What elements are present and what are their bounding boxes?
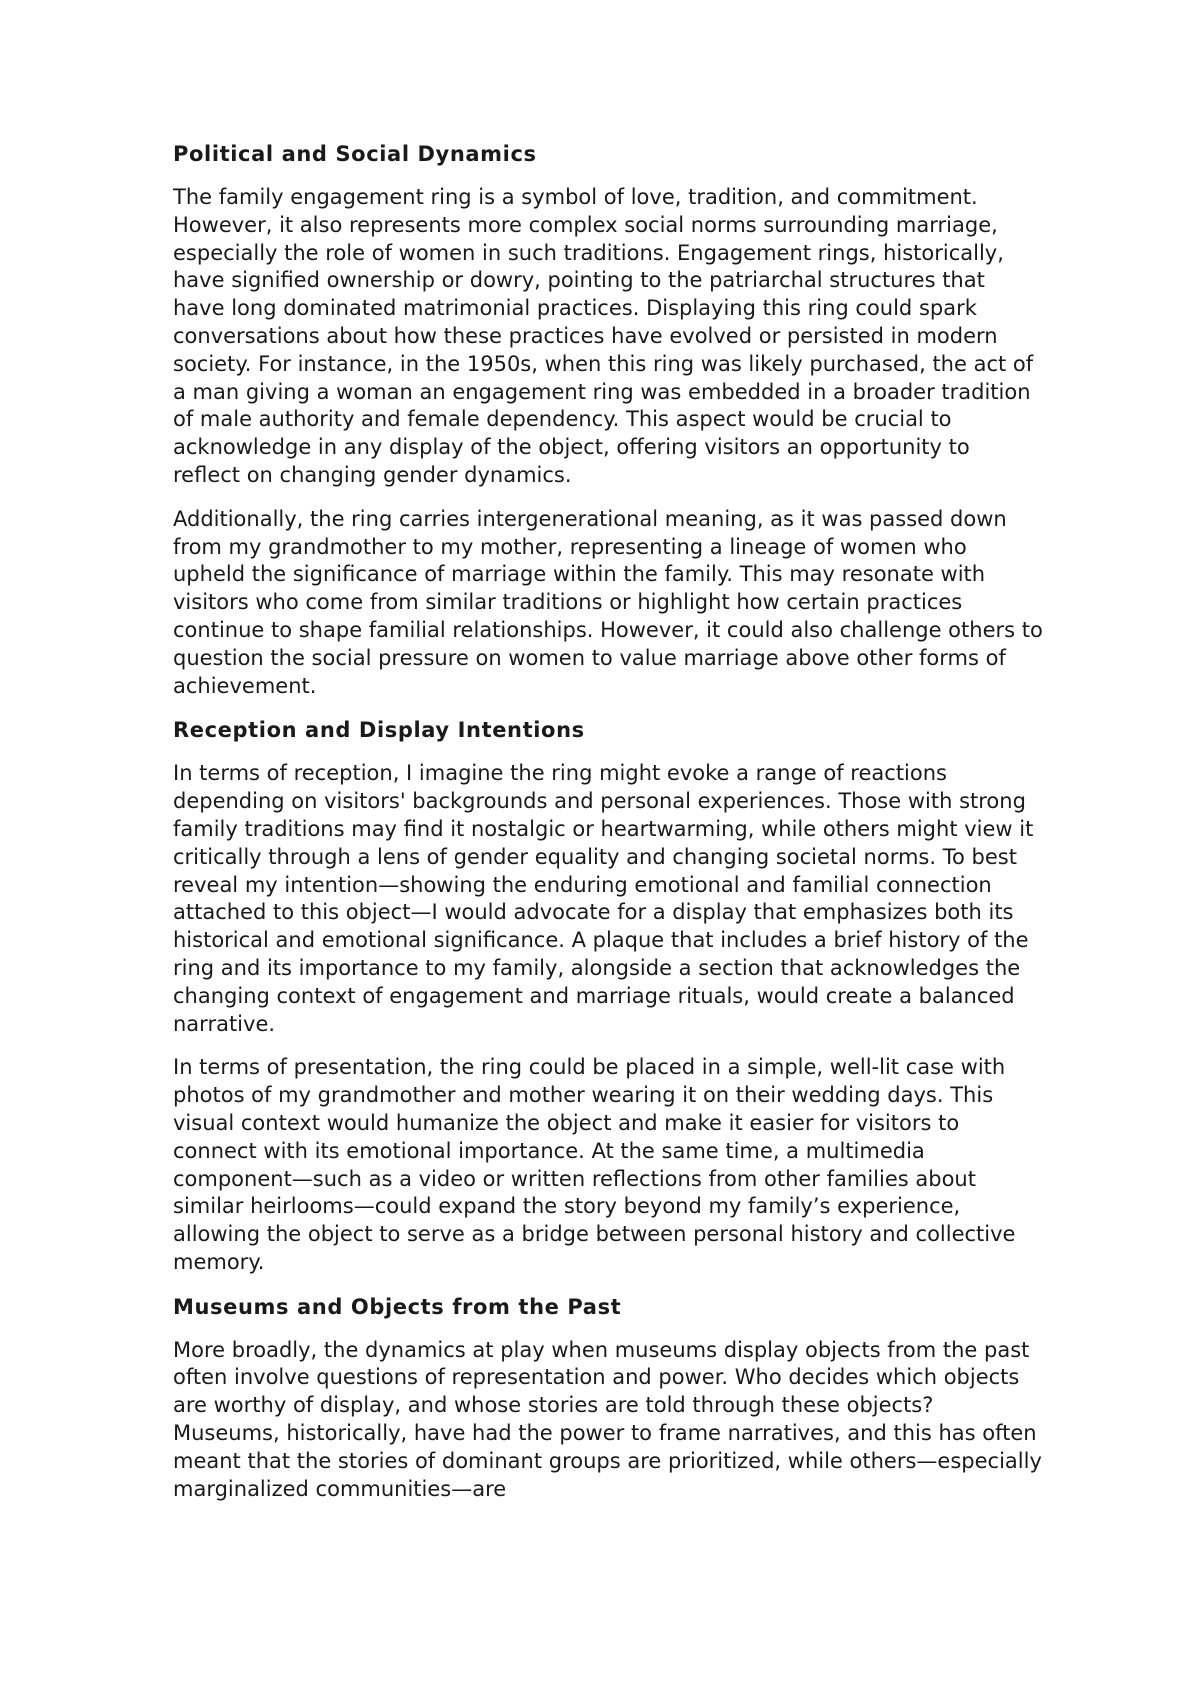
paragraph: More broadly, the dynamics at play when museums display objects from the past often involve questions of representation and power. Who decides which objects are worthy of display, and whose stories are told through these objects? Museums, historically, have had the power to frame narratives, and this has often meant that the stories of dominant groups are prioritized, while others—especially marginalized communities—are [173, 1337, 1042, 1501]
section-heading-political-social: Political and Social Dynamics [173, 142, 537, 166]
section-heading-reception-display: Reception and Display Intentions [173, 718, 585, 743]
paragraph: The family engagement ring is a symbol of love, tradition, and commitment. However, it also represents more complex social norms surrounding marriage, especially the role of women in such traditions. Engagement rings, historically, have signified ownership or dowry, pointing to the patriarchal structures that have long dominated matrimonial practices. Displaying this ring could spark conversations about how these practices have evolved or persisted in modern society. For instance, in the 1950s, when this ring was likely purchased, the act of a man giving a woman an engagement ring was embedded in a broader tradition of male authority and female dependency. This aspect would be crucial to acknowledge in any display of the object, offering visitors an opportunity to reflect on changing gender dynamics. [173, 185, 1034, 487]
section-heading-museums-objects: Museums and Objects from the Past [173, 1294, 622, 1319]
paragraph: In terms of reception, I imagine the ring might evoke a range of reactions depending on visitors' backgrounds and personal experiences. Those with strong family traditions may find it nostalgic or heartwarming, while others might view it critically through a lens of gender equality and changing societal norms. To best reveal my intention—showing the enduring emotional and familial connection attached to this object—I would advocate for a display that emphasizes both its historical and emotional significance. A plaque that includes a brief history of the ring and its importance to my family, alongside a section that acknowledges the changing context of engagement and marriage rituals, would create a balanced narrative. [173, 761, 1034, 1036]
paragraph: In terms of presentation, the ring could be placed in a simple, well-lit case with photos of my grandmother and mother wearing it on their wedding days. This visual context would humanize the object and make it easier for visitors to connect with its emotional importance. At the same time, a multimedia component—such as a video or written reflections from other families about similar heirlooms—could expand the story beyond my family’s experience, allowing the object to serve as a bridge between personal history and collective memory. [173, 1055, 1016, 1274]
paragraph: Additionally, the ring carries intergenerational meaning, as it was passed down from my grandmother to my mother, representing a lineage of women who upheld the significance of marriage within the family. This may resonate with visitors who come from similar traditions or highlight how certain practices continue to shape familial relationships. However, it could also challenge others to question the social pressure on women to value marriage above other forms of achievement. [173, 506, 1043, 698]
document-body [173, 140, 1043, 1519]
